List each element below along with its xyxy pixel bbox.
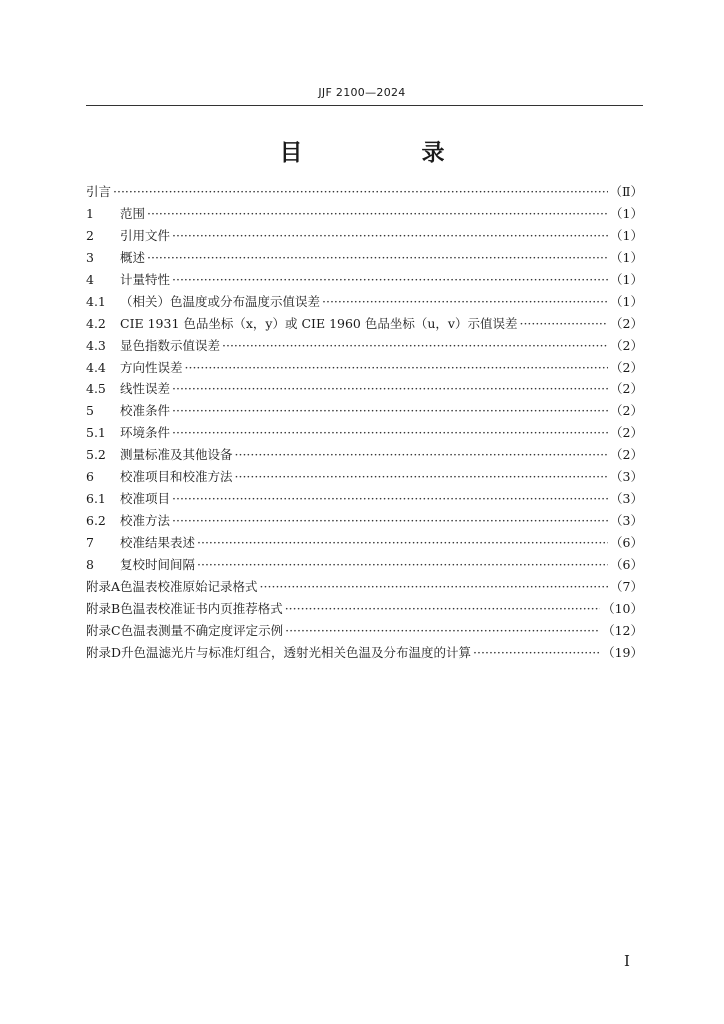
dot-leader (172, 272, 608, 287)
dot-leader (222, 338, 608, 353)
toc-entry-label (86, 204, 145, 222)
toc-entry[interactable] (86, 379, 643, 401)
toc-entry-label (86, 643, 471, 661)
table-of-contents (86, 182, 643, 665)
dot-leader (172, 381, 608, 396)
toc-entry-number: 4.2 (86, 315, 106, 331)
toc-entry-page: （10） (602, 600, 643, 616)
toc-entry[interactable] (86, 577, 643, 599)
toc-entry-title: 引言 (86, 184, 112, 199)
toc-entry-label (86, 226, 170, 244)
toc-entry-title: 色温表测量不确定度评定示例 (120, 622, 284, 638)
toc-entry-label (86, 489, 170, 507)
toc-entry-number: 5.2 (86, 447, 106, 463)
toc-entry-label (86, 533, 195, 551)
toc-entry-label (86, 599, 283, 617)
toc-entry-label (86, 292, 320, 310)
toc-entry-label (86, 182, 111, 200)
dot-leader (172, 491, 608, 506)
toc-entry[interactable] (86, 292, 643, 314)
toc-entry-number: 4.1 (86, 293, 106, 309)
toc-entry-label (86, 336, 220, 354)
toc-entry-label (86, 445, 233, 463)
toc-entry-number: 2 (86, 227, 94, 243)
toc-entry-number: 4.5 (86, 381, 106, 397)
toc-entry[interactable] (86, 314, 643, 336)
toc-entry-title: 升色温滤光片与标准灯组合，透射光相关色温及分布温度的计算 (121, 644, 472, 660)
toc-entry-title: 引用文件 (120, 227, 171, 243)
toc-entry-label (86, 423, 170, 441)
toc-entry-page: （2） (610, 337, 643, 353)
dot-leader (172, 425, 608, 440)
toc-entry-label (86, 270, 170, 288)
toc-entry-page: （3） (610, 513, 643, 529)
toc-entry-title: （相关）色温度或分布温度示值误差 (120, 293, 321, 309)
dot-leader (473, 645, 600, 660)
toc-entry[interactable] (86, 248, 643, 270)
toc-entry[interactable] (86, 489, 643, 511)
toc-entry-label (86, 248, 145, 266)
toc-entry-label (86, 621, 283, 639)
toc-entry[interactable] (86, 204, 643, 226)
toc-entry-page: （2） (610, 447, 643, 463)
toc-entry-number: 6.2 (86, 513, 106, 529)
toc-entry-title: 概述 (120, 249, 146, 265)
toc-entry-number: 4.3 (86, 337, 106, 353)
toc-entry-title: 复校时间间隔 (120, 556, 196, 572)
toc-entry-number: 7 (86, 535, 94, 550)
header-divider (86, 105, 643, 106)
toc-entry-title: 计量特性 (120, 271, 171, 287)
toc-entry-title: 校准方法 (120, 513, 171, 529)
dot-leader (147, 206, 608, 221)
dot-leader (519, 316, 608, 331)
toc-entry-number: 附录B (86, 600, 121, 616)
toc-entry[interactable] (86, 555, 643, 577)
toc-entry-number: 5.1 (86, 425, 106, 441)
toc-entry-label (86, 511, 170, 529)
toc-entry-number: 附录A (86, 578, 121, 594)
toc-entry-number: 6.1 (86, 491, 106, 507)
toc-entry[interactable] (86, 445, 643, 467)
toc-entry-page: （7） (610, 578, 643, 594)
dot-leader (172, 513, 608, 528)
toc-entry-page: （2） (610, 359, 643, 375)
toc-entry-page: （2） (610, 403, 643, 419)
dot-leader (172, 403, 608, 418)
dot-leader (172, 228, 608, 243)
toc-entry-number: 6 (86, 469, 94, 485)
toc-entry-title: 方向性误差 (120, 359, 183, 375)
toc-entry-page: （1） (610, 249, 643, 265)
toc-entry-title: 校准条件 (120, 403, 171, 419)
dot-leader (260, 579, 609, 594)
toc-entry-page: （19） (602, 644, 643, 660)
toc-entry-page: （12） (602, 622, 643, 638)
toc-entry[interactable] (86, 401, 643, 423)
toc-entry-title: 显色指数示值误差 (120, 337, 221, 353)
page-number: Ⅰ (624, 952, 630, 970)
toc-entry-number: 4 (86, 271, 94, 287)
dot-leader (322, 294, 608, 309)
toc-entry-number: 附录D (86, 644, 122, 660)
toc-entry-page: （6） (610, 535, 643, 550)
toc-entry-label (86, 555, 195, 573)
toc-entry-title: 环境条件 (120, 425, 171, 441)
toc-entry-title: 校准项目和校准方法 (120, 469, 233, 485)
dot-leader (235, 447, 609, 462)
toc-entry[interactable] (86, 621, 643, 643)
toc-entry[interactable] (86, 336, 643, 358)
toc-entry[interactable] (86, 599, 643, 621)
toc-entry[interactable] (86, 182, 643, 204)
dot-leader (147, 250, 608, 265)
document-code: JJF 2100—2024 (318, 86, 406, 99)
toc-entry-number: 附录C (86, 622, 121, 638)
page-title: 目 录 (279, 140, 493, 166)
toc-entry-label (86, 401, 170, 419)
toc-entry-page: （2） (610, 425, 643, 441)
toc-entry-page: （3） (610, 469, 643, 485)
toc-entry-page: （1） (610, 205, 643, 221)
toc-entry-page: （6） (610, 556, 643, 572)
toc-entry-number: 8 (86, 556, 94, 572)
toc-entry-label (86, 358, 183, 376)
toc-entry-number: 3 (86, 249, 94, 265)
dot-leader (197, 557, 608, 572)
toc-entry[interactable] (86, 226, 643, 248)
dot-leader (197, 535, 608, 550)
toc-entry-label (86, 379, 170, 397)
toc-entry-title: 色温表校准证书内页推荐格式 (120, 600, 283, 616)
toc-entry-title: 线性误差 (120, 381, 171, 397)
toc-entry-title: 范围 (120, 205, 146, 221)
toc-entry-page: （1） (610, 293, 643, 309)
toc-entry-title: 校准项目 (120, 491, 171, 507)
toc-entry-number: 4.4 (86, 359, 106, 375)
dot-leader (285, 601, 600, 616)
toc-entry-title: 色温表校准原始记录格式 (120, 578, 258, 594)
toc-entry[interactable] (86, 511, 643, 533)
toc-entry[interactable] (86, 423, 643, 445)
toc-entry-number: 5 (86, 403, 94, 419)
toc-entry-title: 校准结果表述 (120, 535, 196, 550)
toc-entry[interactable] (86, 467, 643, 489)
toc-entry-page: （3） (610, 491, 643, 507)
toc-entry-page: （2） (610, 315, 643, 331)
toc-entry-page: （1） (610, 227, 643, 243)
toc-entry-title: CIE 1931 色品坐标（x，y）或 CIE 1960 色品坐标（u，v）示值误差 (120, 315, 518, 331)
toc-entry[interactable] (86, 270, 643, 292)
toc-entry[interactable] (86, 358, 643, 380)
dot-leader (235, 469, 609, 484)
toc-entry-page: （Ⅱ） (609, 184, 643, 199)
toc-entry[interactable] (86, 643, 643, 665)
toc-entry-title: 测量标准及其他设备 (120, 447, 233, 463)
dot-leader (285, 623, 600, 638)
toc-entry-page: （1） (610, 271, 643, 287)
toc-entry-page: （2） (610, 381, 643, 397)
toc-entry-label (86, 314, 517, 332)
dot-leader (185, 360, 609, 375)
dot-leader (113, 184, 607, 199)
toc-entry[interactable] (86, 533, 643, 555)
toc-entry-number: 1 (86, 205, 94, 221)
toc-entry-label (86, 467, 233, 485)
toc-entry-label (86, 577, 258, 595)
